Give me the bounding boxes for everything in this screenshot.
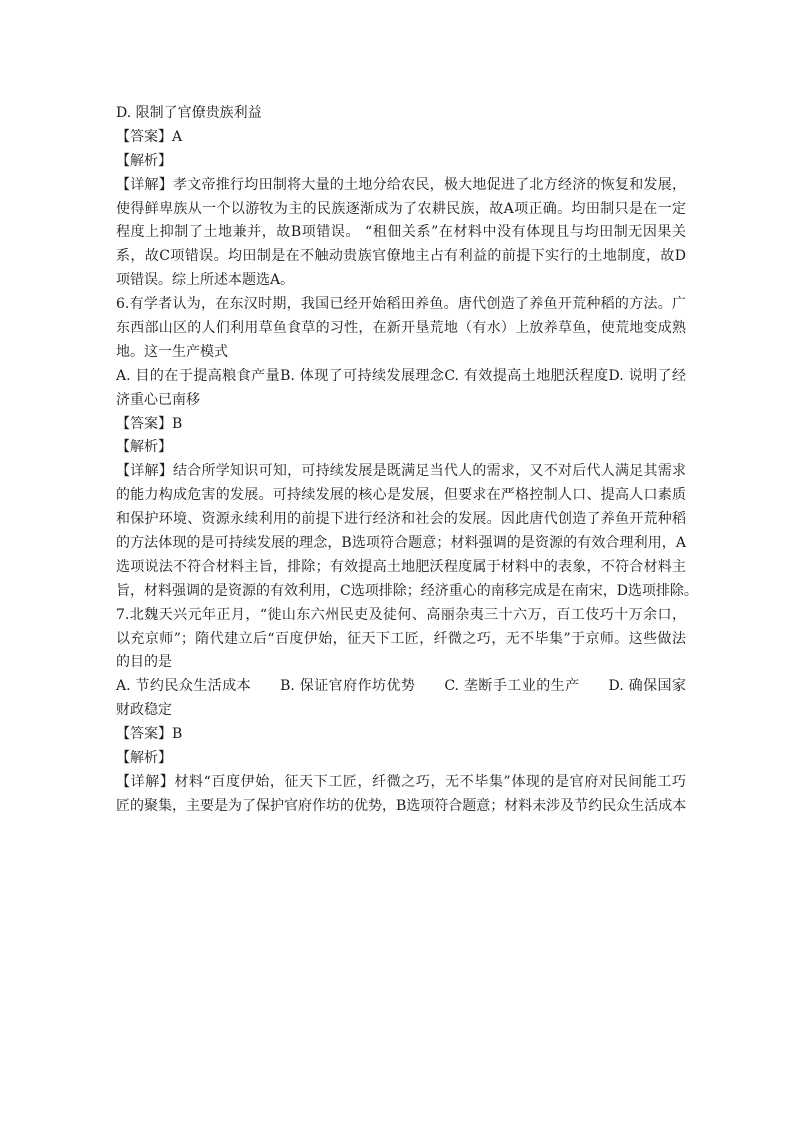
- paragraph-line: 匠的聚集，主要是为了保护官府作坊的优势，B选项符合题意；材料未涉及节约民众生活成本: [116, 797, 687, 814]
- question-line: 的目的是: [116, 654, 172, 671]
- paragraph-line: 的方法体现的是可持续发展的理念，B选项符合题意；材料强调的是资源的有效合理利用，A: [116, 535, 686, 552]
- q5-analysis-heading-block: [116, 150, 686, 174]
- q6-stem-block: [116, 293, 686, 365]
- heading-line: 【解析】: [116, 152, 172, 169]
- options-line: A. 节约民众生活成本 B. 保证官府作坊优势 C. 垄断手工业的生产 D. 确保国家: [116, 678, 686, 695]
- paragraph-line: 旨，材料强调的是资源的有效利用，C选项排除；经济重心的南移完成是在南宋，D选项排除。: [116, 582, 698, 599]
- answer-line: 【答案】A: [116, 128, 183, 145]
- q6-analysis-heading-block: [116, 436, 686, 460]
- q7-stem-block: [116, 604, 686, 676]
- document-body: [116, 102, 698, 819]
- question-line: 地。这一生产模式: [116, 343, 228, 360]
- q6-answer-block: [116, 413, 686, 437]
- q7-analysis-heading-block: [116, 747, 686, 771]
- paragraph-line: 【详解】孝文帝推行均田制将大量的土地分给农民，极大地促进了北方经济的恢复和发展，: [116, 176, 686, 193]
- q7-options-block: [116, 675, 686, 723]
- answer-line: 【答案】B: [116, 726, 183, 743]
- question-line: 东西部山区的人们利用草鱼食草的习性，在新开垦荒地（有水）上放养草鱼，使荒地变成熟: [116, 320, 686, 337]
- paragraph-line: 【详解】结合所学知识可知，可持续发展是既满足当代人的需求，又不对后代人满足其需求: [116, 463, 686, 480]
- paragraph-line: 项错误。综上所述本题选A。: [116, 272, 295, 289]
- paragraph-line: 系，故C项错误。均田制是在不触动贵族官僚地主占有利益的前提下实行的土地制度，故D: [116, 248, 686, 265]
- q6-options-block: [116, 365, 686, 413]
- heading-line: 【解析】: [116, 750, 172, 767]
- heading-line: 【解析】: [116, 439, 172, 456]
- paragraph-line: 程度上抑制了土地兼并，故B项错误。 “租佃关系”在材料中没有体现且与均田制无因果关: [116, 224, 686, 241]
- paragraph-line: 使得鲜卑族从一个以游牧为主的民族逐渐成为了农耕民族，故A项正确。均田制只是在一定: [116, 200, 686, 217]
- option-line: D. 限制了官僚贵族利益: [116, 105, 262, 121]
- question-line: 6.有学者认为，在东汉时期，我国已经开始稻田养鱼。唐代创造了养鱼开荒种稻的方法。广: [116, 296, 686, 313]
- q5-tail-block: [116, 102, 686, 126]
- options-line: 济重心已南移: [116, 391, 200, 408]
- question-line: 7.北魏天兴元年正月，“徙山东六州民吏及徒何、高丽杂夷三十六万，百工伎巧十万余口，: [116, 606, 686, 623]
- paragraph-line: 选项说法不符合材料主旨，排除；有效提高土地肥沃程度属于材料中的表象，不符合材料主: [116, 558, 686, 575]
- q6-detail-block: [116, 460, 698, 603]
- options-line: 财政稳定: [116, 702, 172, 719]
- answer-line: 【答案】B: [116, 415, 183, 432]
- paragraph-line: 和保护环境、资源永续利用的前提下进行经济和社会的发展。因此唐代创造了养鱼开荒种稻: [116, 511, 686, 528]
- q5-detail-block: [116, 174, 686, 293]
- paragraph-line: 的能力构成危害的发展。可持续发展的核心是发展，但要求在严格控制人口、提高人口素质: [116, 487, 686, 504]
- question-line: 以充京师”；隋代建立后“百度伊始，征天下工匠，纤微之巧，无不毕集”于京师。这些做法: [116, 630, 686, 647]
- options-line: A. 目的在于提高粮食产量B. 体现了可持续发展理念C. 有效提高土地肥沃程度D. 说明了经: [116, 367, 686, 384]
- q7-answer-block: [116, 723, 686, 747]
- q7-detail-block: [116, 771, 686, 819]
- q5-answer-block: [116, 126, 686, 150]
- paragraph-line: 【详解】材料“百度伊始，征天下工匠，纤微之巧，无不毕集”体现的是官府对民间能工巧: [116, 773, 686, 790]
